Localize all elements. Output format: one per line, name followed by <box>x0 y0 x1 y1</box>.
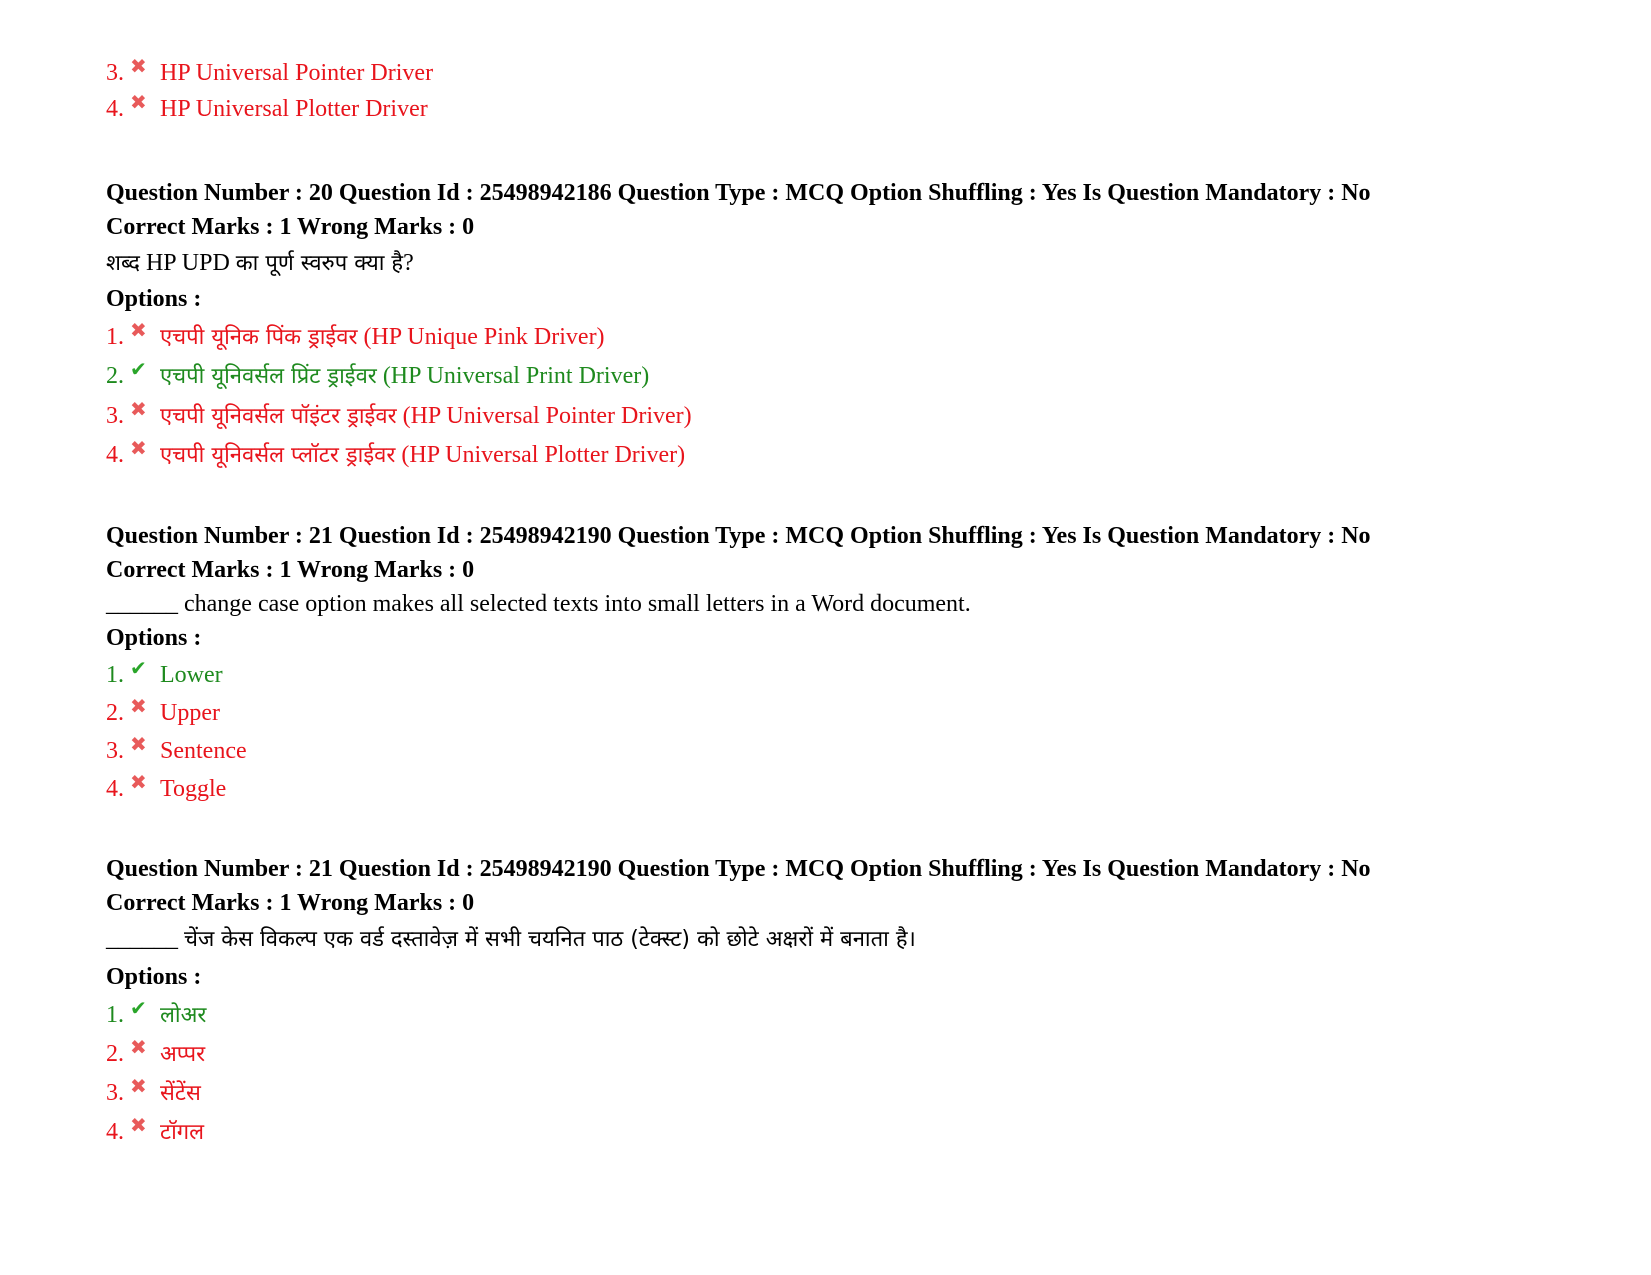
question-meta: Question Number : 21 Question Id : 25498942190 Question Type : MCQ Option Shuffling : Yes Is Question Mandatory : No <box>106 856 1371 882</box>
option-text-hindi: एचपी यूनिक पिंक ड्राईवर <box>160 325 358 350</box>
check-icon: ✔ <box>130 998 147 1020</box>
check-icon: ✔ <box>130 359 147 381</box>
cross-icon: ✖ <box>130 92 147 114</box>
option-item <box>106 698 220 729</box>
option-text-hindi: टॉगल <box>160 1120 205 1145</box>
option-number: 1. <box>106 662 124 688</box>
question-marks: Correct Marks : 1 Wrong Marks : 0 <box>106 214 475 240</box>
option-number: 2. <box>106 1041 124 1067</box>
option-text-hindi: एचपी यूनिवर्सल प्लॉटर ड्राईवर <box>160 443 396 468</box>
question-text: ______ change case option makes all selected texts into small letters in a Word document. <box>106 591 971 617</box>
option-text-hindi: एचपी यूनिवर्सल पॉइंटर ड्राईवर <box>160 404 397 429</box>
question-marks: Correct Marks : 1 Wrong Marks : 0 <box>106 557 475 583</box>
option-text: Lower <box>160 662 223 688</box>
options-label: Options : <box>106 964 202 990</box>
cross-icon: ✖ <box>130 772 147 794</box>
question-text <box>106 248 414 279</box>
cross-icon: ✖ <box>130 696 147 718</box>
option-text-hindi: अप्पर <box>160 1042 206 1067</box>
cross-icon: ✖ <box>130 56 147 78</box>
question-text-hindi: चेंज केस विकल्प एक वर्ड दस्तावेज़ में सभी चयनित पाठ (टेक्स्ट) को छोटे अक्षरों में बनाता है। <box>184 927 916 952</box>
option-text: Sentence <box>160 738 247 764</box>
question-text <box>106 924 916 955</box>
cross-icon: ✖ <box>130 399 147 421</box>
option-text-hindi: लोअर <box>160 1003 207 1028</box>
option-item <box>106 1000 206 1031</box>
option-item <box>106 401 692 432</box>
cross-icon: ✖ <box>130 1037 147 1059</box>
check-icon: ✔ <box>130 658 147 680</box>
option-number: 4. <box>106 776 124 802</box>
option-text-hindi: एचपी यूनिवर्सल प्रिंट ड्राईवर <box>160 364 377 389</box>
option-text: Toggle <box>160 776 227 802</box>
question-meta: Question Number : 20 Question Id : 25498942186 Question Type : MCQ Option Shuffling : Yes Is Question Mandatory : No <box>106 180 1371 206</box>
option-item <box>106 94 428 125</box>
option-text-english: (HP Unique Pink Driver) <box>363 324 605 350</box>
options-label: Options : <box>106 625 202 651</box>
cross-icon: ✖ <box>130 1115 147 1137</box>
question-marks: Correct Marks : 1 Wrong Marks : 0 <box>106 890 475 916</box>
option-number: 3. <box>106 1080 124 1106</box>
option-number: 3. <box>106 60 124 86</box>
question-mark: ? <box>403 250 414 276</box>
option-number: 1. <box>106 1002 124 1028</box>
question-text-english: HP UPD <box>145 250 230 276</box>
option-number: 3. <box>106 403 124 429</box>
option-text: Upper <box>160 700 220 726</box>
option-number: 2. <box>106 700 124 726</box>
option-item <box>106 1117 204 1148</box>
option-text-hindi: सेंटेंस <box>160 1081 201 1106</box>
option-item <box>106 322 605 353</box>
cross-icon: ✖ <box>130 320 147 342</box>
question-meta: Question Number : 21 Question Id : 25498942190 Question Type : MCQ Option Shuffling : Yes Is Question Mandatory : No <box>106 523 1371 549</box>
option-item <box>106 1039 205 1070</box>
question-blank: ______ <box>106 926 178 952</box>
option-text-english: (HP Universal Pointer Driver) <box>402 403 692 429</box>
option-item <box>106 58 433 89</box>
options-label: Options : <box>106 286 202 312</box>
question-text-hindi: शब्द <box>106 251 140 276</box>
option-number: 3. <box>106 738 124 764</box>
option-text-english: (HP Universal Plotter Driver) <box>401 442 686 468</box>
cross-icon: ✖ <box>130 438 147 460</box>
option-number: 1. <box>106 324 124 350</box>
option-number: 4. <box>106 96 124 122</box>
option-item <box>106 736 247 767</box>
question-text-hindi-2: का पूर्ण स्वरुप क्या है <box>235 251 404 276</box>
option-text: HP Universal Pointer Driver <box>160 60 434 86</box>
option-number: 4. <box>106 1119 124 1145</box>
option-item <box>106 1078 201 1109</box>
option-number: 4. <box>106 442 124 468</box>
option-item <box>106 660 223 691</box>
cross-icon: ✖ <box>130 734 147 756</box>
option-text-english: (HP Universal Print Driver) <box>382 363 650 389</box>
option-item <box>106 440 685 471</box>
option-item <box>106 361 649 392</box>
option-number: 2. <box>106 363 124 389</box>
option-text: HP Universal Plotter Driver <box>160 96 428 122</box>
option-item <box>106 774 226 805</box>
cross-icon: ✖ <box>130 1076 147 1098</box>
